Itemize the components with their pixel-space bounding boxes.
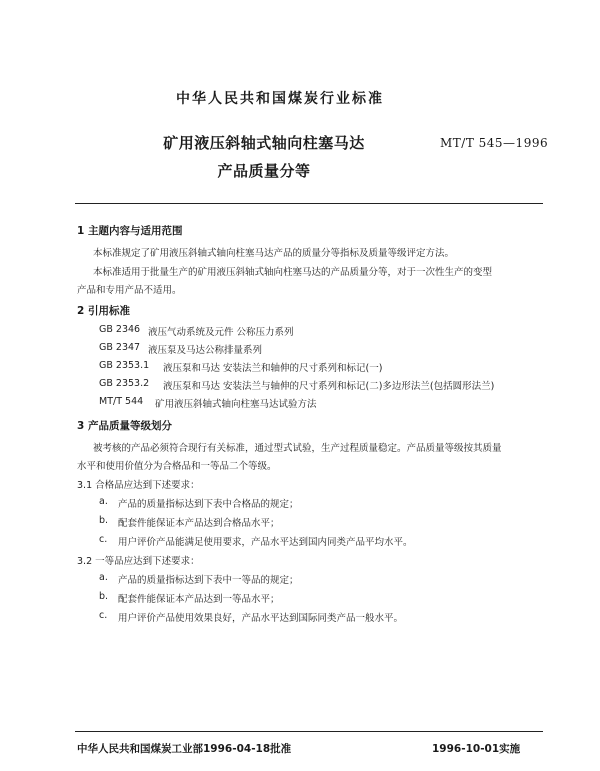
document-title-line1: 矿用液压斜轴式轴向柱塞马达 (163, 134, 365, 152)
approval-statement: 中华人民共和国煤炭工业部1996-04-18批准 (77, 743, 292, 755)
section1-heading: 1 主题内容与适用范围 (77, 225, 183, 237)
ref-code: GB 2353.1 (99, 360, 150, 371)
section3-intro-line1: 被考核的产品必须符合现行有关标准，通过型式试验，生产过程质量稳定。产品质量等级按其质量 (93, 443, 502, 454)
section2-heading: 2 引用标准 (77, 305, 130, 317)
ref-title: 液压泵及马达公称排量系列 (148, 345, 263, 356)
ref-title: 矿用液压斜轴式轴向柱塞马达试验方法 (155, 399, 317, 410)
section1-para1: 本标准规定了矿用液压斜轴式轴向柱塞马达产品的质量分等指标及质量等级评定方法。 (93, 248, 455, 259)
list-marker: c. (99, 534, 108, 545)
industry-standard-title: 中华人民共和国煤炭行业标准 (176, 91, 384, 107)
list-marker: a. (99, 496, 108, 507)
list-marker: a. (99, 572, 108, 583)
ref-title: 液压泵和马达 安装法兰与轴伸的尺寸系列和标记(二)多边形法兰(包括圆形法兰) (163, 381, 495, 392)
list-marker: c. (99, 610, 108, 621)
ref-code: GB 2353.2 (99, 378, 150, 389)
list-item: 用户评价产品能满足使用要求，产品水平达到国内同类产品平均水平。 (118, 537, 413, 548)
ref-code: GB 2346 (99, 324, 141, 335)
subsection-3-2-heading: 3.2 一等品应达到下述要求： (77, 556, 200, 567)
list-item: 用户评价产品使用效果良好，产品水平达到国际同类产品一般水平。 (118, 613, 404, 624)
list-item: 产品的质量指标达到下表中合格品的规定； (118, 499, 299, 510)
section3-heading: 3 产品质量等级划分 (77, 420, 172, 432)
ref-title: 液压气动系统及元件 公称压力系列 (148, 327, 294, 338)
list-item: 产品的质量指标达到下表中一等品的规定； (118, 575, 299, 586)
list-marker: b. (99, 515, 109, 526)
ref-title: 液压泵和马达 安装法兰和轴伸的尺寸系列和标记(一) (163, 363, 383, 374)
effective-date: 1996-10-01实施 (432, 743, 521, 755)
header-divider (75, 203, 543, 204)
list-marker: b. (99, 591, 109, 602)
ref-code: GB 2347 (99, 342, 141, 353)
section3-intro-line2: 水平和使用价值分为合格品和一等品二个等级。 (77, 461, 277, 472)
ref-code: MT/T 544 (99, 396, 144, 407)
section1-para2-line1: 本标准适用于批量生产的矿用液压斜轴式轴向柱塞马达的产品质量分等，对于一次性生产的变型 (93, 267, 493, 278)
section1-para2-line2: 产品和专用产品不适用。 (77, 285, 182, 296)
standard-number: MT/T 545—1996 (440, 136, 549, 150)
list-item: 配套件能保证本产品达到一等品水平； (118, 594, 280, 605)
footer-divider (75, 731, 543, 732)
subsection-3-1-heading: 3.1 合格品应达到下述要求： (77, 480, 200, 491)
list-item: 配套件能保证本产品达到合格品水平； (118, 518, 280, 529)
document-title-line2: 产品质量分等 (217, 162, 311, 180)
